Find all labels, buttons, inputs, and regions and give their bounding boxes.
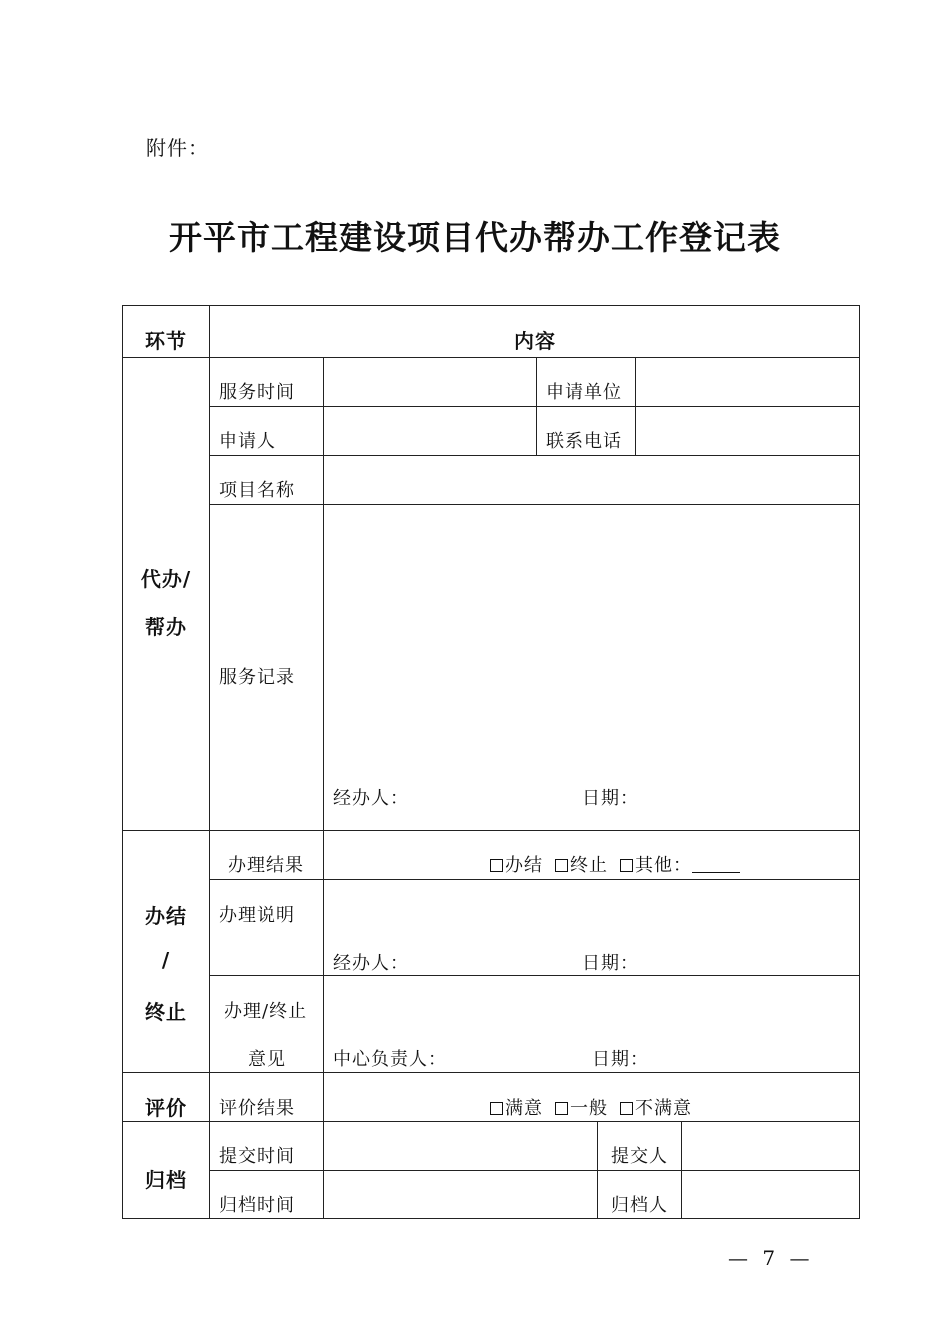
eval-options	[490, 1094, 692, 1120]
archiver-field[interactable]	[682, 1171, 860, 1219]
explain-label-cell	[210, 880, 324, 976]
opinion-field[interactable]	[324, 976, 860, 1073]
header-stage: 环节	[145, 329, 187, 353]
archive-section-name-cell	[122, 1122, 210, 1219]
header-stage-cell	[122, 305, 210, 358]
agency-date-label: 日期：	[582, 788, 639, 809]
archive-time-label-cell	[210, 1171, 324, 1219]
opinion-label-line2: 意见	[248, 1049, 286, 1070]
archive-time-label: 归档时间	[219, 1195, 295, 1216]
conclude-section-name-cell	[122, 831, 210, 1073]
agency-section-name-cell	[122, 358, 210, 831]
result-label-cell	[210, 831, 324, 880]
other-fill-blank[interactable]	[692, 858, 740, 873]
archive-name: 归档	[145, 1168, 187, 1192]
applicant-unit-label-cell	[537, 358, 636, 407]
contact-phone-label-cell	[537, 407, 636, 456]
applicant-unit-label: 申请单位	[546, 382, 622, 403]
checkbox-icon	[490, 1102, 503, 1115]
conclude-name-line2: /	[161, 948, 171, 972]
eval-options-cell	[324, 1073, 860, 1122]
result-options-cell	[324, 831, 860, 880]
registration-form	[122, 305, 860, 1219]
contact-phone-field[interactable]	[636, 407, 860, 456]
archiver-label-cell	[598, 1171, 682, 1219]
submitter-label-cell	[598, 1122, 682, 1171]
result-options	[490, 851, 740, 877]
contact-phone-label: 联系电话	[546, 431, 622, 452]
service-time-label: 服务时间	[219, 382, 295, 403]
service-record-label: 服务记录	[219, 667, 295, 688]
submit-time-field[interactable]	[324, 1122, 598, 1171]
conclude-name-line1: 办结	[145, 904, 187, 928]
explain-field[interactable]	[324, 880, 860, 976]
opinion-label-line1: 办理/终止	[224, 1001, 308, 1022]
page-number: — 7 —	[728, 1246, 814, 1270]
center-date-label: 日期：	[592, 1049, 649, 1070]
service-record-label-cell	[210, 505, 324, 831]
applicant-unit-field[interactable]	[636, 358, 860, 407]
project-name-field[interactable]	[324, 456, 860, 505]
eval-result-label: 评价结果	[219, 1098, 295, 1119]
service-record-field[interactable]	[324, 505, 860, 831]
agency-name-line2: 帮办	[145, 615, 187, 639]
submitter-field[interactable]	[682, 1122, 860, 1171]
header-content-cell	[210, 305, 860, 358]
center-head-label: 中心负责人：	[333, 1049, 447, 1070]
applicant-field[interactable]	[324, 407, 537, 456]
eval-option-unsatisfied[interactable]: 不满意	[620, 1098, 692, 1119]
conclude-handler-label: 经办人：	[333, 953, 409, 974]
applicant-label: 申请人	[219, 431, 276, 452]
result-option-other[interactable]: 其他：	[620, 855, 740, 876]
result-option-terminate[interactable]: 终止	[555, 855, 608, 876]
checkbox-icon	[555, 1102, 568, 1115]
opinion-label-cell	[210, 976, 324, 1073]
checkbox-icon	[620, 1102, 633, 1115]
project-name-label-cell	[210, 456, 324, 505]
conclude-date-label: 日期：	[582, 953, 639, 974]
conclude-name-line3: 终止	[145, 1000, 187, 1024]
eval-option-average[interactable]: 一般	[555, 1098, 608, 1119]
submit-time-label: 提交时间	[219, 1146, 295, 1167]
submitter-label: 提交人	[611, 1146, 668, 1167]
attachment-label: 附件：	[146, 136, 209, 160]
result-label: 办理结果	[228, 855, 304, 876]
checkbox-icon	[555, 859, 568, 872]
eval-result-label-cell	[210, 1073, 324, 1122]
result-option-done[interactable]: 办结	[490, 855, 543, 876]
submit-time-label-cell	[210, 1122, 324, 1171]
document-title: 开平市工程建设项目代办帮办工作登记表	[169, 218, 781, 257]
eval-option-satisfied[interactable]: 满意	[490, 1098, 543, 1119]
eval-section-name-cell	[122, 1073, 210, 1122]
service-time-label-cell	[210, 358, 324, 407]
archive-time-field[interactable]	[324, 1171, 598, 1219]
applicant-label-cell	[210, 407, 324, 456]
eval-name: 评价	[145, 1096, 187, 1120]
checkbox-icon	[620, 859, 633, 872]
agency-name-line1: 代办/	[140, 567, 192, 591]
header-content: 内容	[514, 329, 556, 353]
project-name-label: 项目名称	[219, 480, 295, 501]
explain-label: 办理说明	[219, 905, 295, 926]
checkbox-icon	[490, 859, 503, 872]
agency-handler-label: 经办人：	[333, 788, 409, 809]
archiver-label: 归档人	[611, 1195, 668, 1216]
service-time-field[interactable]	[324, 358, 537, 407]
